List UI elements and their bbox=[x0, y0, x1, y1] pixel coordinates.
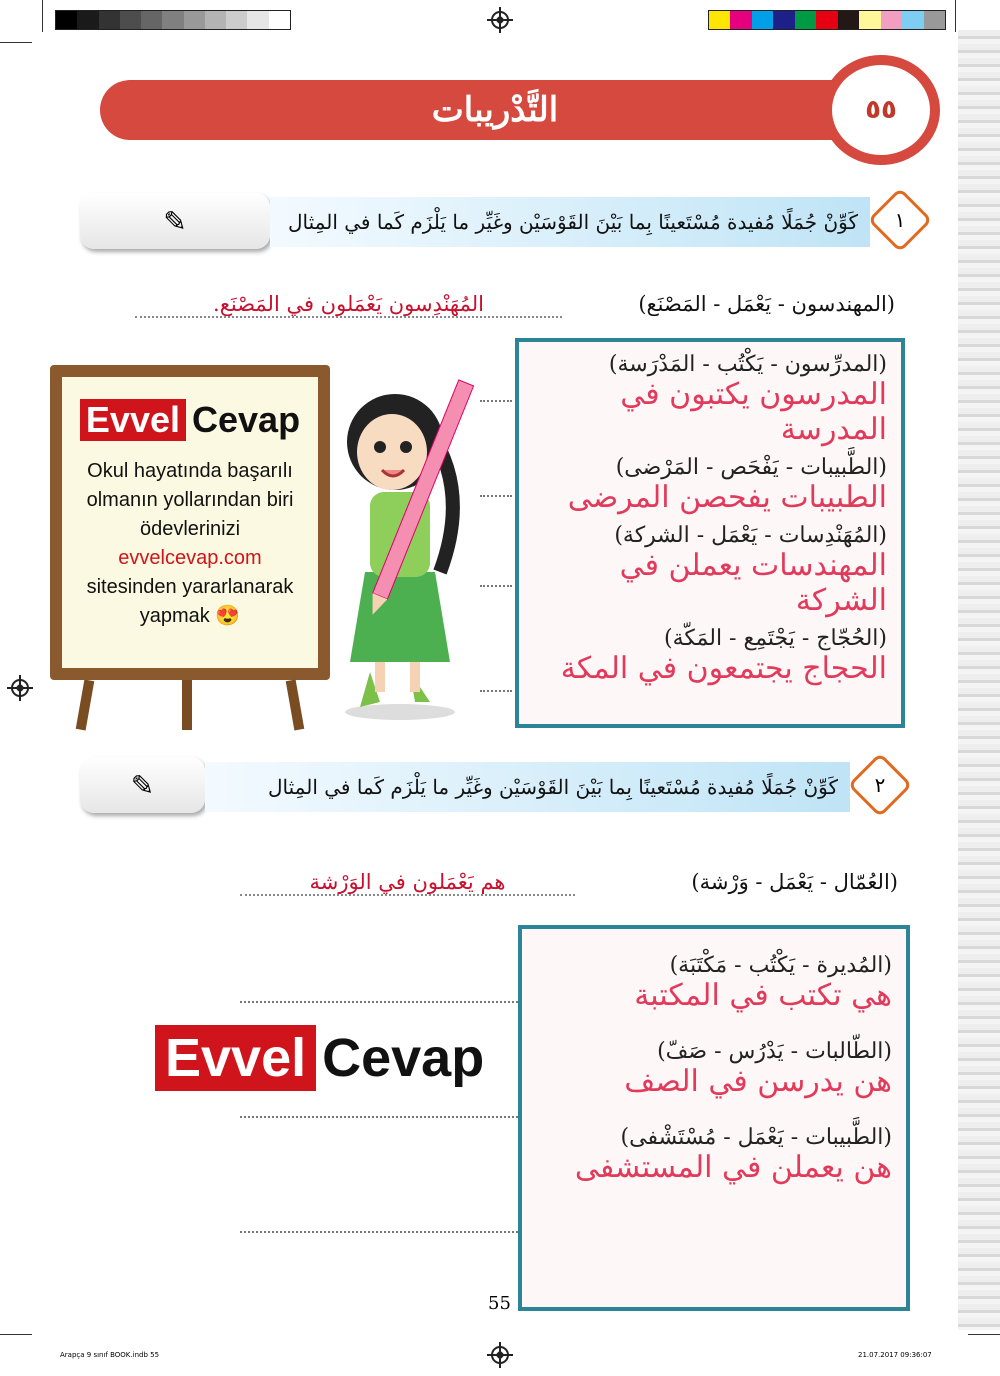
girl-illustration bbox=[330, 372, 475, 722]
exercise1-instruction: كَوِّنْ جُمَلًا مُفيدة مُسْتَعينًا بِما بَيْنَ القَوْسَيْن وغَيِّر ما يَلْزَم كَما في المِثال bbox=[270, 197, 870, 247]
ad-text: Okul hayatında başarılı bbox=[87, 460, 293, 482]
ad-text: sitesinden yararlanarak bbox=[86, 576, 294, 598]
swatch bbox=[730, 11, 751, 29]
pencil-icon: ✎ bbox=[80, 193, 270, 249]
file-label: Arapça 9 sınıf BOOK.indb 55 bbox=[60, 1351, 160, 1359]
swatch bbox=[226, 11, 247, 29]
brand-cevap: Cevap bbox=[192, 399, 301, 440]
item-answer: المدرسون يكتبون في المدرسة bbox=[620, 377, 887, 447]
item-answer: المهندسات يعملن في الشركة bbox=[619, 548, 887, 618]
registration-mark-icon bbox=[11, 679, 29, 697]
print-date: 21.07.2017 09:36:07 bbox=[858, 1351, 932, 1359]
page-number: 55 bbox=[488, 1293, 511, 1314]
item-prompt: (الطَّبيبات - يَفْحَص - المَرْضى) bbox=[615, 455, 887, 480]
exercise2-number: ٢ bbox=[874, 773, 886, 797]
pencil-icon: ✎ bbox=[80, 757, 205, 813]
brand-evvel: Evvel bbox=[155, 1025, 316, 1091]
brand-evvel: Evvel bbox=[80, 399, 186, 441]
item-prompt: (الطّالبات - يَدْرُس - صَفّ) bbox=[657, 1039, 892, 1064]
swatch bbox=[773, 11, 794, 29]
evvel-cevap-logo bbox=[155, 1025, 484, 1091]
item-prompt: (الحُجّاج - يَجْتَمِع - المَكّة) bbox=[664, 626, 887, 651]
ad-text: ödevlerinizi bbox=[139, 518, 241, 540]
ad-link[interactable]: evvelcevap.com bbox=[118, 547, 262, 569]
crop-mark bbox=[0, 1334, 32, 1335]
lesson-number: ٥٥ bbox=[822, 55, 940, 165]
crop-mark bbox=[955, 0, 956, 32]
item-answer: الطبيبات يفحصن المرضى bbox=[567, 480, 887, 515]
swatch bbox=[184, 11, 205, 29]
brand-cevap: Cevap bbox=[322, 1028, 485, 1088]
item-answer: هن يدرسن في الصف bbox=[624, 1064, 892, 1099]
item-prompt: (المُديرة - يَكْتُب - مَكْتَبَة) bbox=[669, 953, 892, 978]
swatch bbox=[141, 11, 162, 29]
item-prompt: (الطَّبيبات - يَعْمَل - مُسْتَشْفى) bbox=[620, 1125, 892, 1150]
exercise2-instruction: كَوِّنْ جُمَلًا مُفيدة مُسْتَعينًا بِما بَيْنَ القَوْسَيْن وغَيِّر ما يَلْزَم كَما في المِثال bbox=[205, 762, 850, 812]
swatch bbox=[859, 11, 880, 29]
item-prompt: (المدرِّسون - يَكْتُب - المَدْرَسة) bbox=[608, 352, 887, 377]
crop-mark bbox=[968, 1334, 1000, 1335]
item-answer: الحجاج يجتمعون في المكة bbox=[560, 651, 887, 686]
example-prompt: (العُمّال - يَعْمَل - وَرْشة) bbox=[691, 870, 898, 894]
swatch bbox=[56, 11, 77, 29]
swatch bbox=[247, 11, 268, 29]
swatch bbox=[269, 11, 290, 29]
decorative-border bbox=[958, 30, 1000, 1330]
swatch bbox=[205, 11, 226, 29]
item-answer: هن يعملن في المستشفى bbox=[574, 1150, 892, 1185]
swatch bbox=[924, 11, 945, 29]
answer-box-2 bbox=[518, 925, 910, 1311]
example-answer: هم يَعْمَلون في الوَرْشة bbox=[240, 870, 575, 896]
color-bar bbox=[708, 10, 946, 30]
swatch bbox=[795, 11, 816, 29]
swatch bbox=[709, 11, 730, 29]
registration-mark-icon bbox=[491, 1346, 509, 1364]
swatch bbox=[120, 11, 141, 29]
ad-board bbox=[50, 365, 330, 680]
exercise1-number: ١ bbox=[894, 208, 906, 232]
crop-mark bbox=[0, 42, 32, 43]
example-prompt: (المهندسون - يَعْمَل - المَصْنَع) bbox=[638, 292, 895, 316]
grayscale-bar bbox=[55, 10, 291, 30]
swatch bbox=[77, 11, 98, 29]
swatch bbox=[838, 11, 859, 29]
crop-mark bbox=[42, 0, 43, 32]
item-prompt: (المُهَنْدِسات - يَعْمَل - الشركة) bbox=[614, 523, 887, 548]
swatch bbox=[99, 11, 120, 29]
ad-text: olmanın yollarından biri bbox=[86, 489, 294, 511]
swatch bbox=[752, 11, 773, 29]
swatch bbox=[902, 11, 923, 29]
swatch bbox=[816, 11, 837, 29]
example-answer: المُهَنْدِسون يَعْمَلون في المَصْنَع. bbox=[135, 292, 562, 318]
registration-mark-icon bbox=[491, 11, 509, 29]
page-title: التَّدْريبات bbox=[100, 80, 890, 140]
swatch bbox=[162, 11, 183, 29]
swatch bbox=[881, 11, 902, 29]
item-answer: هي تكتب في المكتبة bbox=[634, 978, 892, 1013]
answer-box-1 bbox=[515, 338, 905, 728]
ad-text: yapmak 😍 bbox=[139, 605, 241, 627]
